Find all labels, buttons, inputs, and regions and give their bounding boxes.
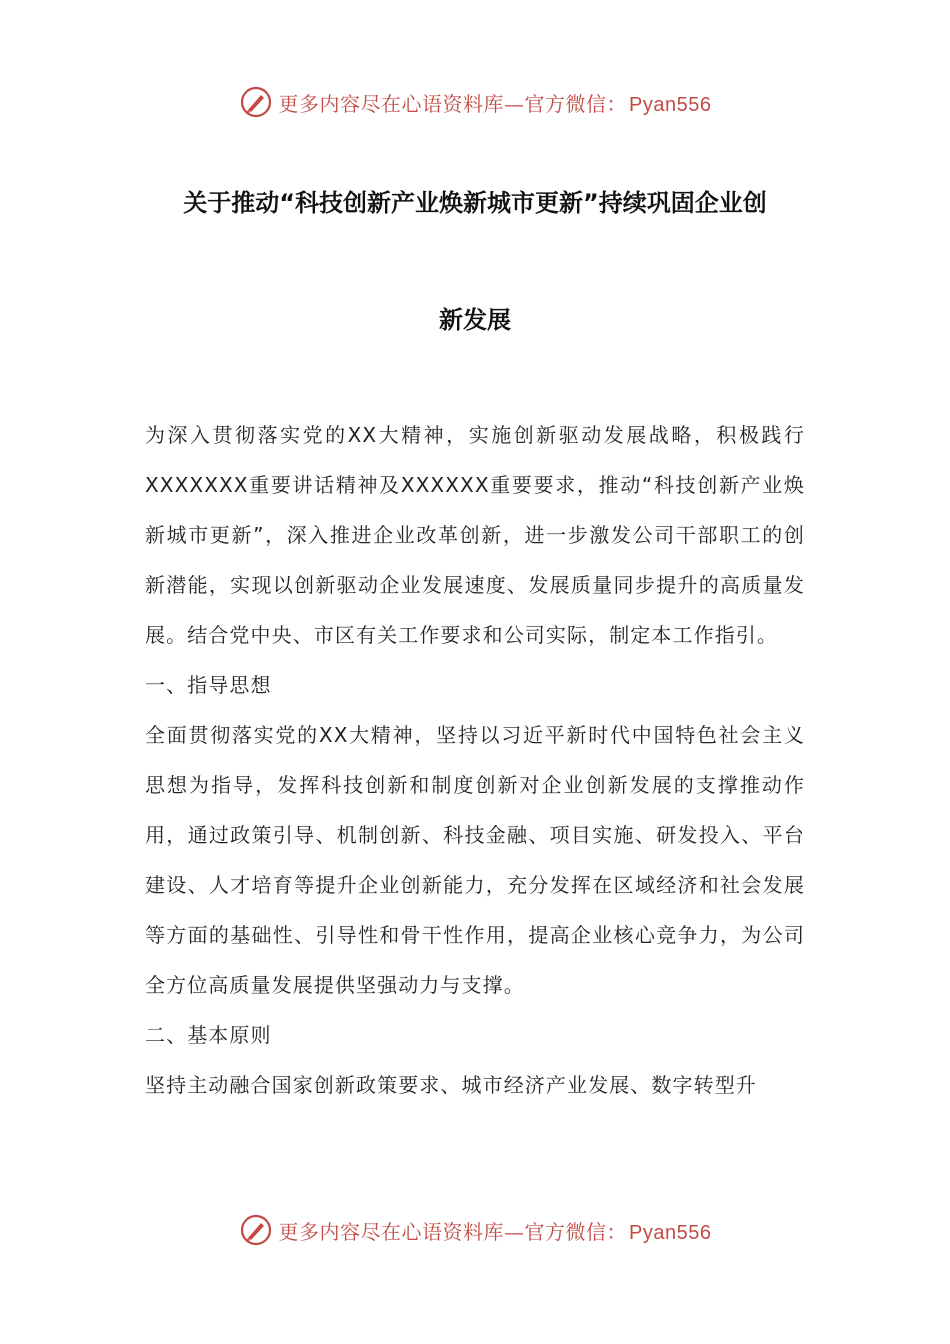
document-title-line-2: 新发展 [439,306,511,334]
watermark-text: 更多内容尽在心语资料库—官方微信： Pyan556 [278,91,712,116]
header-watermark [0,82,950,122]
section-heading-guiding-ideology: 一、指导思想 [145,673,272,697]
pen-logo-icon [239,1213,273,1247]
footer-watermark [0,1210,950,1250]
document-body [145,410,805,1110]
document-title-line-1: 关于推动“科技创新产业焕新城市更新”持续巩固企业创 [183,189,767,217]
watermark-wechat-id: Pyan556 [629,1221,712,1244]
basic-principles-paragraph: 坚持主动融合国家创新政策要求、城市经济产业发展、数字转型升 [145,1073,757,1097]
watermark-wechat-id: Pyan556 [629,93,712,116]
pen-logo-icon [239,85,273,119]
intro-paragraph: 为深入贯彻落实党的XX大精神，实施创新驱动发展战略，积极践行XXXXXXX重要讲话精神及XXXXXX重要要求，推动“科技创新产业焕新城市更新”，深入推进企业改革创新，进一步激发公司干部职工的创新潜能，实现以创新驱动企业发展速度、发展质量同步提升的高质量发展。结合党中央、市区有关工作要求和公司实际，制定本工作指引。 [145,423,805,647]
guiding-ideology-paragraph: 全面贯彻落实党的XX大精神，坚持以习近平新时代中国特色社会主义思想为指导，发挥科技创新和制度创新对企业创新发展的支撑推动作用，通过政策引导、机制创新、科技金融、项目实施、研发投入、平台建设、人才培育等提升企业创新能力，充分发挥在区域经济和社会发展等方面的基础性、引导性和骨干性作用，提高企业核心竞争力，为公司全方位高质量发展提供坚强动力与支撑。 [145,723,805,997]
watermark-text: 更多内容尽在心语资料库—官方微信： Pyan556 [278,1219,712,1244]
section-heading-basic-principles: 二、基本原则 [145,1023,272,1047]
